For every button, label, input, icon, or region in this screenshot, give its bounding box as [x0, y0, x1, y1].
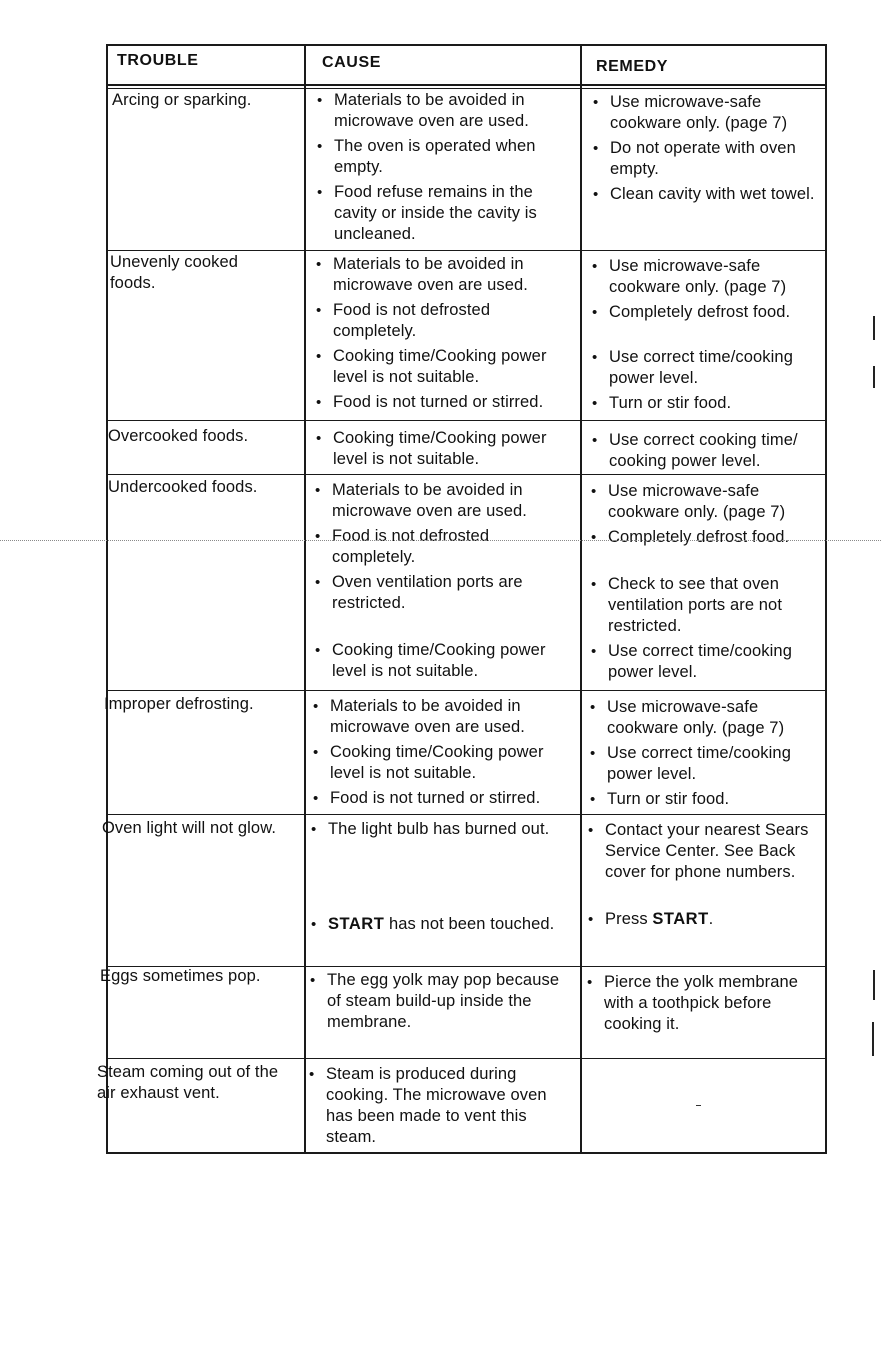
- trouble-text: Improper defrosting.: [104, 695, 254, 713]
- trouble-text: Oven light will not glow.: [102, 819, 277, 837]
- remedy-item: • Check to see that oven ventilation ports are not restricted.: [588, 574, 824, 637]
- remedy-item: • Use microwave-safe cookware only. (page 7): [590, 92, 822, 134]
- cause-item: • Materials to be avoided in microwave oven are used.: [312, 480, 574, 522]
- header-divider: [106, 84, 827, 86]
- cause-list: [314, 90, 572, 245]
- cause-item: • Cooking time/Cooking power level is not suitable.: [310, 742, 574, 784]
- remedy-item: [585, 909, 825, 930]
- row-divider: [106, 474, 827, 475]
- remedy-item: • Completely defrost food.: [589, 302, 825, 323]
- cause-item: • The egg yolk may pop because of steam build-up inside the membrane.: [307, 970, 569, 1033]
- remedy-item: • Contact your nearest Sears Service Center. See Back cover for phone numbers.: [585, 820, 825, 883]
- trouble-text: Eggs sometimes pop.: [100, 967, 261, 985]
- row-divider: [106, 690, 827, 691]
- cause-list: [310, 696, 574, 809]
- remedy-item: • Use microwave-safe cookware only. (page 7): [587, 697, 823, 739]
- start-key-label: START: [328, 915, 385, 933]
- header-cause: CAUSE: [322, 54, 382, 71]
- remedy-item: • Use correct time/cooking power level.: [589, 347, 825, 389]
- row-divider: [106, 420, 827, 421]
- header-divider-double: [106, 88, 827, 89]
- remedy-list: [589, 430, 825, 472]
- cause-item: • Food is not turned or stirred.: [313, 392, 575, 413]
- cause-item-text: has not been touched.: [388, 915, 555, 933]
- scan-speck: [696, 1105, 701, 1106]
- trouble-text: Steam coming out of the air exhaust vent.: [97, 1063, 279, 1102]
- trouble-cell: [108, 426, 298, 447]
- cause-item: • Food refuse remains in the cavity or inside the cavity is uncleaned.: [314, 182, 572, 245]
- remedy-item: • Clean cavity with wet towel.: [590, 184, 822, 205]
- remedy-list: [589, 256, 825, 414]
- remedy-item: • Use correct time/cooking power level.: [588, 641, 824, 683]
- cause-list: [313, 254, 575, 413]
- remedy-item: • Completely defrost food.: [588, 527, 824, 548]
- table-border-top: [106, 44, 827, 46]
- cause-item: • Materials to be avoided in microwave oven are used.: [310, 696, 574, 738]
- cause-list: [308, 819, 576, 935]
- remedy-item-text: Press: [605, 910, 648, 928]
- remedy-item: • Use microwave-safe cookware only. (page 7): [589, 256, 825, 298]
- trouble-text: Overcooked foods.: [108, 427, 249, 445]
- cause-list: [312, 480, 574, 682]
- cause-item: • Cooking time/Cooking power level is not suitable.: [313, 428, 575, 470]
- header-trouble: TROUBLE: [117, 52, 199, 69]
- remedy-item: • Turn or stir food.: [587, 789, 823, 810]
- cause-item: • Oven ventilation ports are restricted.: [312, 572, 574, 614]
- cause-item: • Food is not defrosted completely.: [313, 300, 575, 342]
- cause-item: • Steam is produced during cooking. The microwave oven has been made to vent this steam.: [306, 1064, 568, 1148]
- cause-item: • The oven is operated when empty.: [314, 136, 572, 178]
- column-divider-2: [580, 44, 582, 1154]
- header-remedy: REMEDY: [596, 58, 669, 75]
- remedy-item: • Do not operate with oven empty.: [590, 138, 822, 180]
- table-border-left: [106, 44, 108, 1154]
- table-border-bottom: [106, 1152, 827, 1154]
- remedy-item: • Use correct time/cooking power level.: [587, 743, 823, 785]
- trouble-text: Undercooked foods.: [108, 478, 258, 496]
- margin-mark: [873, 970, 875, 1000]
- margin-mark: [873, 316, 875, 340]
- margin-mark: [872, 1022, 874, 1056]
- remedy-list: [587, 697, 823, 810]
- remedy-list: [588, 481, 824, 683]
- trouble-cell: [110, 252, 280, 294]
- trouble-cell: [108, 477, 298, 498]
- cause-item: [308, 914, 576, 935]
- cause-item: • Cooking time/Cooking power level is not suitable.: [313, 346, 575, 388]
- cause-list: [306, 1064, 568, 1148]
- trouble-cell: [112, 90, 297, 111]
- trouble-cell: [104, 694, 299, 715]
- cause-item: • The light bulb has burned out.: [308, 819, 576, 840]
- row-divider: [106, 1058, 827, 1059]
- margin-mark: [873, 366, 875, 388]
- row-divider: [106, 814, 827, 815]
- remedy-list: [590, 92, 822, 205]
- remedy-list: [584, 972, 820, 1035]
- remedy-list: [585, 820, 825, 930]
- remedy-item: • Use microwave-safe cookware only. (page 7): [588, 481, 824, 523]
- trouble-cell: [97, 1062, 287, 1104]
- cause-item: • Cooking time/Cooking power level is not suitable.: [312, 640, 574, 682]
- cause-item: • Materials to be avoided in microwave oven are used.: [314, 90, 572, 132]
- remedy-item: • Use correct cooking time/ cooking power level.: [589, 430, 825, 472]
- cause-item: • Food is not defrosted completely.: [312, 526, 574, 568]
- trouble-cell: [100, 966, 300, 987]
- cause-item: • Food is not turned or stirred.: [310, 788, 574, 809]
- start-key-label: START: [652, 910, 709, 928]
- cause-item: • Materials to be avoided in microwave oven are used.: [313, 254, 575, 296]
- trouble-text: Unevenly cooked foods.: [110, 253, 239, 292]
- remedy-item: • Pierce the yolk membrane with a toothpick before cooking it.: [584, 972, 820, 1035]
- row-divider: [106, 250, 827, 251]
- remedy-item: • Turn or stir food.: [589, 393, 825, 414]
- trouble-cell: [102, 818, 302, 839]
- trouble-text: Arcing or sparking.: [112, 91, 252, 109]
- remedy-item-suffix: .: [708, 910, 714, 928]
- page-fold-line: [0, 540, 881, 541]
- table-border-right: [825, 44, 827, 1154]
- column-divider-1: [304, 44, 306, 1154]
- cause-list: [313, 428, 575, 470]
- cause-list: [307, 970, 569, 1033]
